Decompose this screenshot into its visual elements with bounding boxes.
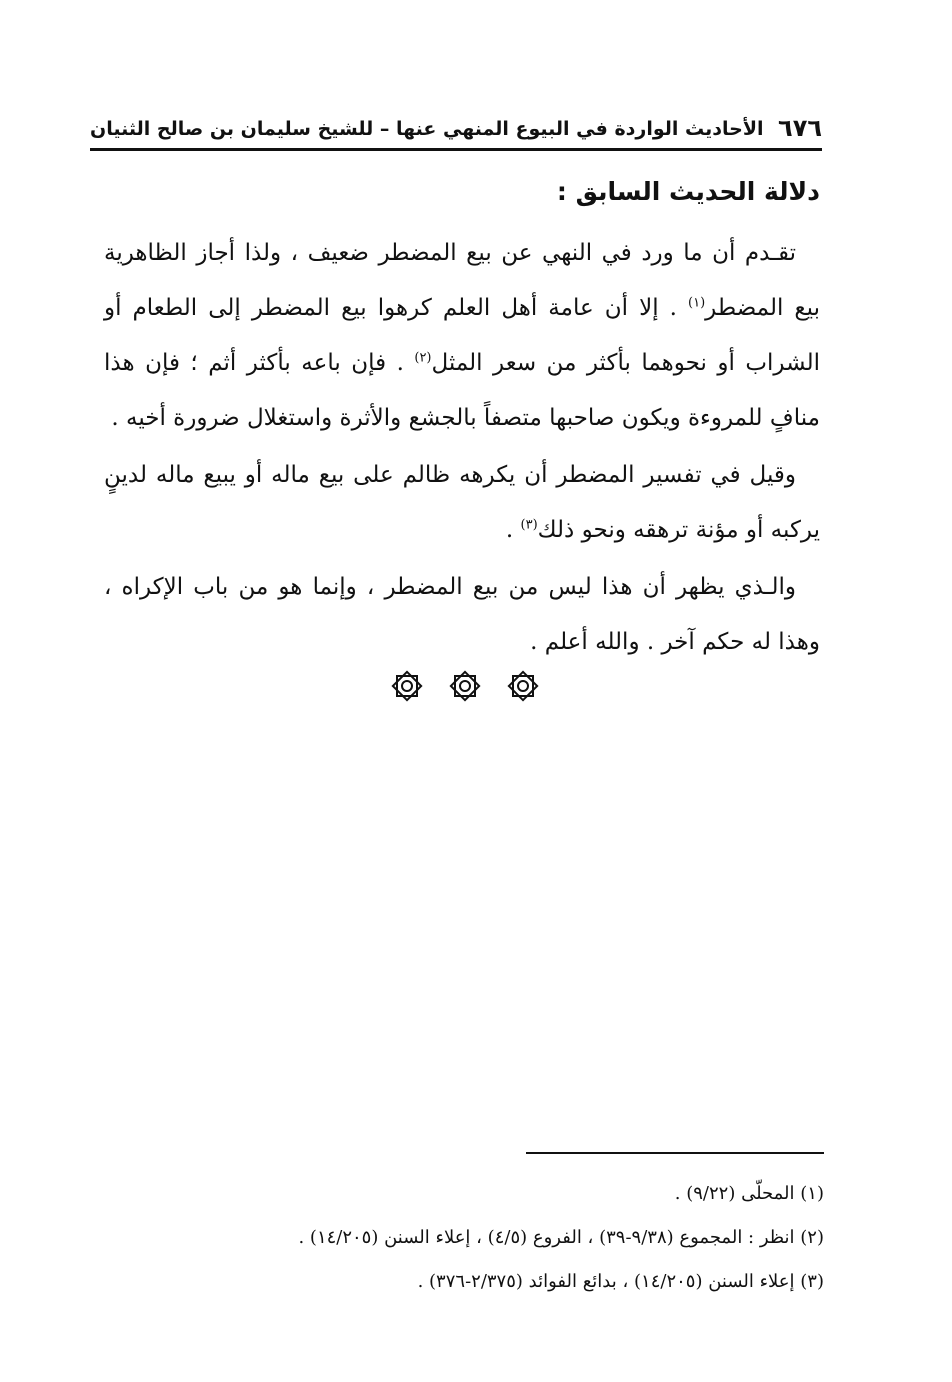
paragraph-1-part-c: . فإن باعه بأكثر أثم ؛ فإن هذا منافٍ للمروءة ويكون صاحبها متصفاً بالجشع والأثرة واستغلال ضرورة أخيه . [104, 350, 820, 431]
paragraph-3-text: والـذي يظهر أن هذا ليس من بيع المضطر ، وإنما هو من باب الإكراه ، وهذا له حكم آخر . والله أعلم . [104, 574, 820, 655]
paragraph-1-part-a: تقـدم أن ما ورد في النهي عن بيع المضطر ضعيف ، ولذا أجاز الظاهرية بيع المضطر [104, 240, 821, 321]
paragraph-2-text: وقيل في تفسير المضطر أن يكرهه ظالم على بيع ماله أو يبيع ماله لدينٍ يركبه أو مؤنة ترهقه ونحو ذلك [104, 462, 820, 543]
eight-point-star-icon [390, 669, 424, 703]
footnote-ref-3: (٣) [520, 517, 538, 533]
main-text [104, 170, 820, 672]
footnotes [140, 1172, 824, 1304]
paragraph-3 [104, 560, 820, 670]
page-number: ٦٧٦ [778, 114, 822, 142]
eight-point-star-icon [448, 669, 482, 703]
eight-point-star-icon [506, 669, 540, 703]
footnote-3: (٣) إعلاء السنن (١٤/٢٠٥) ، بدائع الفوائد (٢/٣٧٥-٣٧٦) . [417, 1271, 824, 1292]
footnote-ref-2: (٢) [414, 350, 432, 366]
paragraph-1-part-b: . إلا أن عامة أهل العلم كرهوا بيع المضطر إلى الطعام أو الشراب أو نحوهما بأكثر من سعر المثل [104, 295, 820, 376]
paragraph-2-end: . [505, 517, 521, 543]
page-header [90, 110, 822, 152]
paragraph-2 [104, 448, 820, 558]
footnote-ref-1: (١) [688, 295, 706, 311]
paragraph-1 [104, 226, 820, 446]
footnote-2: (٢) انظر : المجموع (٩/٣٨-٣٩) ، الفروع (٤/٥) ، إعلاء السنن (١٤/٢٠٥) . [298, 1227, 824, 1248]
footnote-rule [526, 1152, 824, 1154]
section-heading: دلالة الحديث السابق : [556, 177, 820, 206]
footnote-1: (١) المحلّى (٩/٢٢) . [674, 1183, 824, 1204]
section-end-ornaments [390, 668, 540, 704]
header-rule [90, 148, 822, 151]
running-title: الأحاديث الواردة في البيوع المنهي عنها – للشيخ سليمان بن صالح الثنيان [90, 118, 764, 140]
